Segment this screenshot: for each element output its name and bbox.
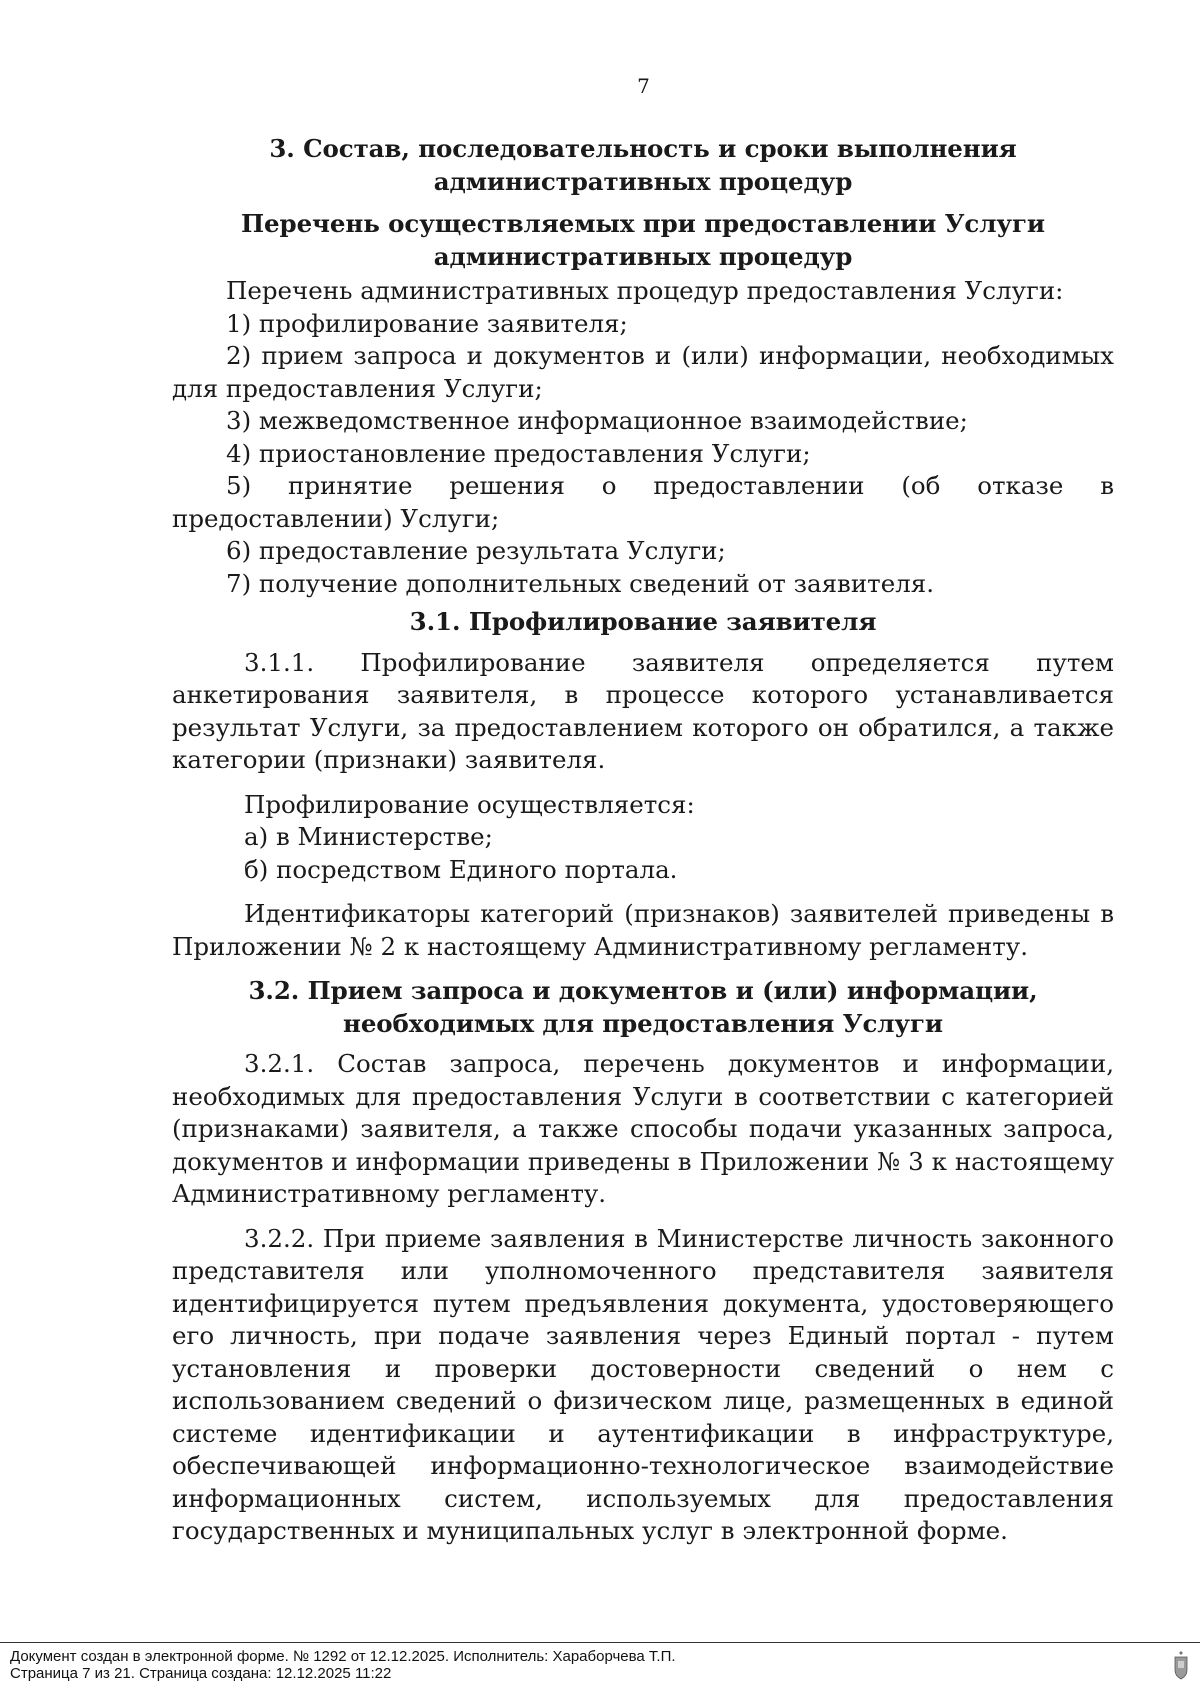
footer-line-1: Документ создан в электронной форме. № 1292 от 12.12.2025. Исполнитель: Хараборчева Т.П. <box>10 1648 676 1665</box>
section-3-2-title: 3.2. Прием запроса и документов и (или) информации, необходимых для предоставления Услуги <box>248 976 1038 1038</box>
profiling-intro: Профилирование осуществляется: <box>244 789 695 819</box>
list-item: 1) профилирование заявителя; <box>226 308 628 338</box>
list-item: 6) предоставление результата Услуги; <box>226 536 726 565</box>
section-3-subtitle: Перечень осуществляемых при предоставлении Услуги административных процедур <box>241 209 1045 271</box>
list-item: 4) приостановление предоставления Услуги; <box>226 438 811 468</box>
list-item: 2) прием запроса и документов и (или) информации, необходимых для предоставления Услуги; <box>172 341 1114 403</box>
list-item: 3) межведомственное информационное взаимодействие; <box>226 406 968 435</box>
profiling-option-b: б) посредством Единого портала. <box>244 854 678 884</box>
list-item: 5) принятие решения о предоставлении (об отказе в предоставлении) Услуги; <box>172 471 1114 533</box>
procedures-list <box>172 308 1114 601</box>
footer-line-2: Страница 7 из 21. Страница создана: 12.12.2025 11:22 <box>10 1665 392 1682</box>
identifiers-paragraph: Идентификаторы категорий (признаков) заявителей приведены в Приложении № 2 к настоящему Административному регламенту. <box>172 899 1114 961</box>
list-item: 7) получение дополнительных сведений от заявителя. <box>226 568 935 598</box>
paragraph-3-1-1: 3.1.1. Профилирование заявителя определяется путем анкетирования заявителя, в процессе которого устанавливается результат Услуги, за предоставлением которого он обратился, а также категории (признаки) заявителя. <box>172 647 1114 774</box>
profiling-option-a: а) в Министерстве; <box>244 822 493 851</box>
footer-divider <box>0 1642 1200 1643</box>
section-3-title: 3. Состав, последовательность и сроки выполнения административных процедур <box>269 134 1017 196</box>
page-number: 7 <box>637 74 650 98</box>
procedures-intro: Перечень административных процедур предоставления Услуги: <box>226 276 1064 305</box>
document-footer <box>10 1648 676 1682</box>
document-body <box>172 133 1114 1548</box>
paragraph-3-2-1: 3.2.1. Состав запроса, перечень документов и информации, необходимых для предоставления Услуги в соответствии с категорией (признаками) заявителя, а также способы подачи указанных запроса, документов и информации приведены в Приложении № 3 к настоящему Административному регламенту. <box>172 1049 1114 1208</box>
coat-of-arms-icon <box>1172 1650 1190 1680</box>
paragraph-3-2-2: 3.2.2. При приеме заявления в Министерстве личность законного представителя или уполномоченного представителя заявителя идентифицируется путем предъявления документа, удостоверяющего его личность, при подаче заявления через Единый портал - путем установления и проверки достоверности сведений о нем с использованием сведений о физическом лице, размещенных в единой системе идентификации и аутентификации в инфраструктуре, обеспечивающей информационно-технологическое взаимодействие информационных систем, используемых для предоставления государственных и муниципальных услуг в электронной форме. <box>172 1223 1114 1545</box>
section-3-1-title: 3.1. Профилирование заявителя <box>409 607 877 636</box>
